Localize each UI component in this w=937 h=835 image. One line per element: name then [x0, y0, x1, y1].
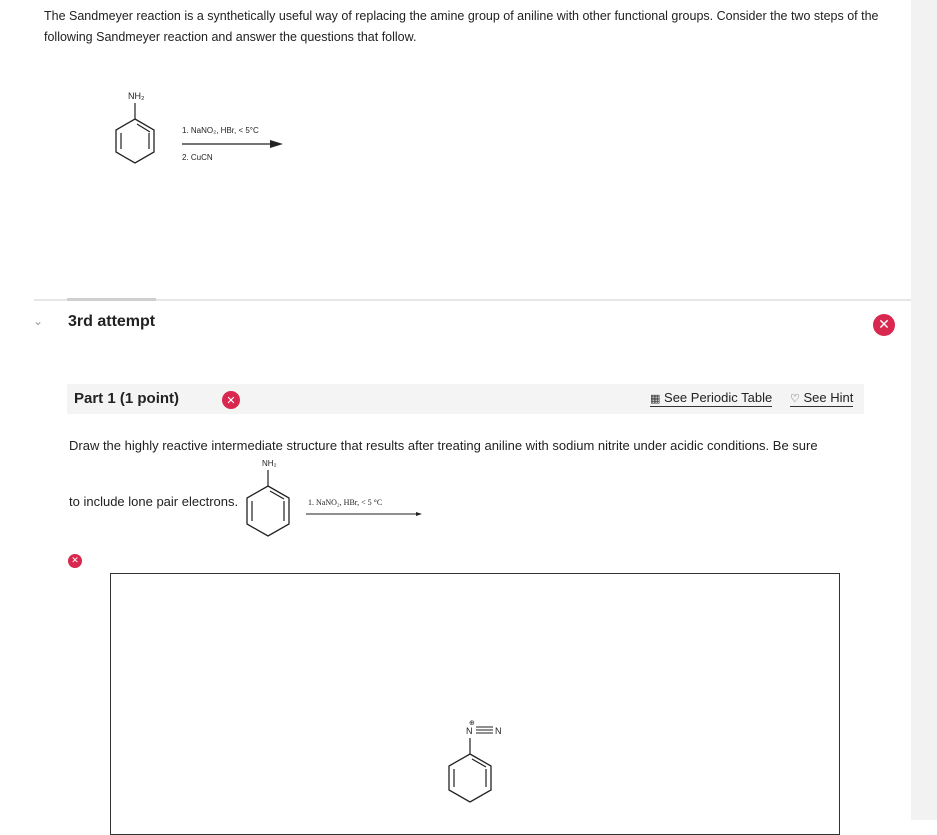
benzene-ring	[116, 119, 154, 163]
part-points: (1 point)	[119, 390, 180, 407]
see-hint-link[interactable]	[790, 390, 853, 407]
question-reagent: 1. NaNO₂, HBr, < 5 °C	[308, 498, 383, 507]
question-substituent-label: NH₂	[262, 459, 277, 468]
see-periodic-table-link[interactable]	[650, 390, 772, 407]
periodic-table-label: See Periodic Table	[664, 390, 773, 405]
drawn-charge: ⊕	[469, 719, 475, 727]
drawn-n-left: N	[466, 726, 473, 736]
intro-text: The Sandmeyer reaction is a synthetically useful way of replacing the amine group of aniline with other functional groups. Consider the two steps of the following Sandmeyer reaction and answer the questions that follow.	[44, 9, 879, 44]
drawn-n-right: N	[495, 726, 502, 736]
x-circle-icon: ✕	[873, 314, 895, 336]
attempt-label[interactable]: 3rd attempt	[68, 313, 156, 330]
part-label: Part 1	[74, 390, 116, 407]
divider-tab	[67, 298, 156, 301]
question-text: Draw the highly reactive intermediate structure that results after treating aniline with sodium nitrite under acidic conditions. Be sure	[69, 438, 818, 453]
scheme-step-1: 1. NaNO₂, HBr, < 5°C	[182, 126, 259, 135]
incorrect-icon: ✕	[222, 391, 240, 409]
chevron-down-icon[interactable]: ⌄	[33, 314, 44, 328]
answer-incorrect-icon: ✕	[68, 554, 82, 568]
section-divider	[34, 299, 911, 301]
drawn-benzene-ring	[449, 754, 491, 802]
question-scheme	[236, 454, 436, 554]
drawn-diazonium-structure[interactable]	[438, 718, 518, 810]
lightbulb-icon: ♡	[790, 393, 800, 405]
hint-label: See Hint	[803, 390, 854, 405]
scheme-substituent-label: NH₂	[128, 91, 145, 101]
sandmeyer-scheme	[90, 86, 310, 186]
periodic-table-icon: ▦	[650, 393, 661, 405]
scheme-step-2: 2. CuCN	[182, 153, 213, 162]
question-benzene-ring	[247, 486, 289, 536]
right-gutter	[911, 0, 937, 820]
question-text-2: to include lone pair electrons.	[69, 494, 239, 509]
part-title	[74, 390, 179, 407]
